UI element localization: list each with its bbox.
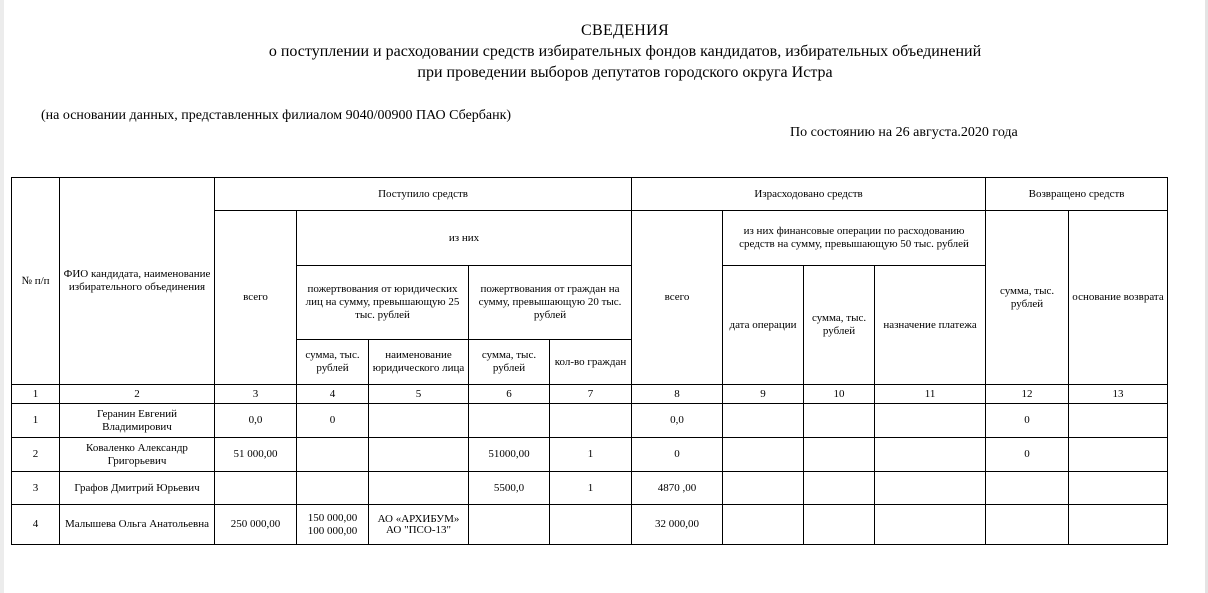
op-sum [804,438,875,472]
citizen-count [550,404,632,438]
document-subtitle-line1: о поступлении и расходовании средств избирательных фондов кандидатов, избирательных объединений [268,43,982,60]
header-spent-total: всего [632,211,723,385]
op-date [723,438,804,472]
header-legal-sum: сумма, тыс. рублей [297,340,369,385]
column-number: 1 [12,385,60,404]
column-number-row [12,385,1168,404]
returned-sum [986,472,1069,505]
op-purpose [875,404,986,438]
legal-entity [369,472,469,505]
header-op-purpose: назначение платежа [875,266,986,385]
table-row [12,404,1168,438]
page-edge-left [0,0,4,593]
returned-basis [1069,505,1168,545]
op-purpose [875,505,986,545]
returned-basis [1069,404,1168,438]
table-row [12,438,1168,472]
legal-entity [369,438,469,472]
legal-sum [297,438,369,472]
legal-entity: АО «АРХИБУМ» АО "ПСО-13" [369,505,469,545]
row-num: 4 [12,505,60,545]
header-received: Поступило средств [215,178,632,211]
column-number: 3 [215,385,297,404]
header-citizen-donations: пожертвования от граждан на сумму, превышающую 20 тыс. рублей [469,266,632,340]
spent-total: 4870 ,00 [632,472,723,505]
op-date [723,472,804,505]
column-number: 13 [1069,385,1168,404]
column-number: 4 [297,385,369,404]
header-returned-sum: сумма, тыс. рублей [986,211,1069,385]
spent-total: 32 000,00 [632,505,723,545]
op-sum [804,404,875,438]
as-of-date: По состоянию на 26 августа.2020 года [790,125,1018,140]
header-returned: Возвращено средств [986,178,1168,211]
citizen-sum: 51000,00 [469,438,550,472]
returned-basis [1069,438,1168,472]
document-title: СВЕДЕНИЯ [581,22,669,39]
legal-sum: 150 000,00 100 000,00 [297,505,369,545]
header-op-date: дата операции [723,266,804,385]
received-total: 250 000,00 [215,505,297,545]
row-num: 3 [12,472,60,505]
op-date [723,505,804,545]
header-spent-ops: из них финансовые операции по расходованию средств на сумму, превышающую 50 тыс. рублей [723,211,986,266]
received-total [215,472,297,505]
document-subtitle-line2: при проведении выборов депутатов городского округа Истра [417,64,833,81]
citizen-sum [469,505,550,545]
op-purpose [875,472,986,505]
header-row-1 [12,178,1168,211]
header-citizen-count: кол-во граждан [550,340,632,385]
citizen-sum: 5500,0 [469,472,550,505]
candidate-name: Геранин Евгений Владимирович [60,404,215,438]
returned-sum [986,505,1069,545]
citizen-sum [469,404,550,438]
op-sum [804,505,875,545]
candidate-name: Коваленко Александр Григорьевич [60,438,215,472]
row-num: 1 [12,404,60,438]
candidate-name: Малышева Ольга Анатольевна [60,505,215,545]
table-row [12,505,1168,545]
op-purpose [875,438,986,472]
data-source-note: (на основании данных, представленных филиалом 9040/00900 ПАО Сбербанк) [41,108,512,123]
legal-entity [369,404,469,438]
column-number: 8 [632,385,723,404]
returned-sum: 0 [986,404,1069,438]
document-header [0,20,1208,83]
column-number: 12 [986,385,1069,404]
returned-basis [1069,472,1168,505]
candidate-name: Графов Дмитрий Юрьевич [60,472,215,505]
column-number: 6 [469,385,550,404]
header-num: № п/п [12,178,60,385]
row-num: 2 [12,438,60,472]
header-citizen-sum: сумма, тыс. рублей [469,340,550,385]
header-returned-basis: основание возврата [1069,211,1168,385]
header-received-total: всего [215,211,297,385]
returned-sum: 0 [986,438,1069,472]
table-row [12,472,1168,505]
header-name: ФИО кандидата, наименование избирательного объединения [60,178,215,385]
op-sum [804,472,875,505]
column-number: 9 [723,385,804,404]
legal-sum: 0 [297,404,369,438]
column-number: 7 [550,385,632,404]
column-number: 5 [369,385,469,404]
report-table [11,177,1168,545]
citizen-count: 1 [550,438,632,472]
citizen-count: 1 [550,472,632,505]
column-number: 10 [804,385,875,404]
citizen-count [550,505,632,545]
header-legal-donations: пожертвования от юридических лиц на сумму, превышающую 25 тыс. рублей [297,266,469,340]
column-number: 2 [60,385,215,404]
received-total: 51 000,00 [215,438,297,472]
received-total: 0,0 [215,404,297,438]
spent-total: 0 [632,438,723,472]
op-date [723,404,804,438]
column-number: 11 [875,385,986,404]
header-legal-entity-name: наименование юридического лица [369,340,469,385]
header-op-sum: сумма, тыс. рублей [804,266,875,385]
header-spent: Израсходовано средств [632,178,986,211]
legal-sum [297,472,369,505]
spent-total: 0,0 [632,404,723,438]
header-of-them: из них [297,211,632,266]
